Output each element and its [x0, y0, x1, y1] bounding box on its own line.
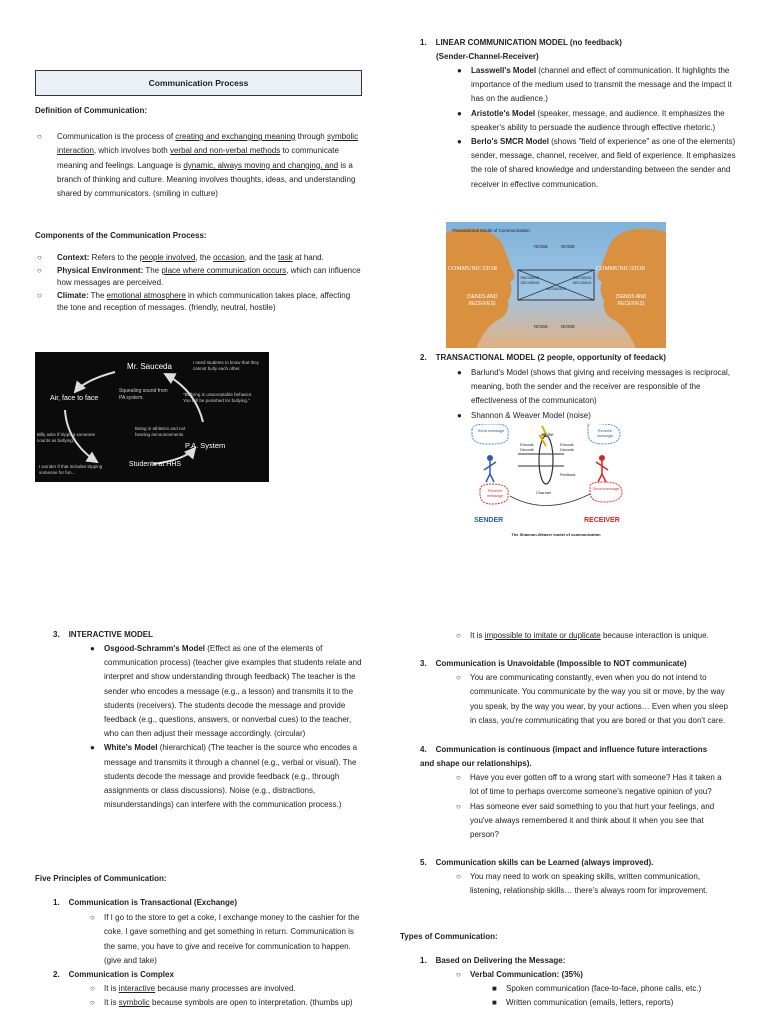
disc-bullet-icon: ●: [90, 743, 95, 753]
disc-bullet-icon: ●: [457, 368, 462, 377]
disc-bullet-icon: ●: [457, 410, 462, 420]
receive-message-bubble: Receive message: [486, 488, 504, 498]
receiver-label: RECEIVER: [584, 517, 620, 524]
components-list: [37, 252, 362, 315]
list-item: ● Barlund's Model (shows that giving and receiving messages is reciprocal, meaning, both the sender and the receiver are responsible of the effectiveness of the communicaton): [457, 368, 730, 406]
note-bullying: "Bullying is unacceptable behavior. You will be punished for bullying.": [183, 392, 253, 403]
circle-bullet-icon: ○: [90, 998, 95, 1008]
linear-model-subtitle: (Sender-Channel-Receiver): [436, 52, 539, 61]
list-item: ● Shannon & Weaver Model (noise): [471, 409, 736, 423]
disc-bullet-icon: ●: [457, 137, 462, 147]
figure-caption: The Shannon-Weaver model of communication: [511, 532, 601, 537]
list-item: ○ Context: Refers to the people involved, the occasion, and the task at hand.: [57, 252, 362, 265]
principle-2-continued: ○ It is impossible to imitate or duplicate because interaction is unique.: [470, 629, 732, 643]
principle-3-text: ○ You are communicating constantly, even when you do not intend to communicate. You communicate by the way you sit or move, by the way you speak, by the way you wear, by your actions… Even when you sleep in class, you're communicating that you are bored or that you don't care.: [456, 673, 728, 725]
list-item: ■ Written communication (emails, letters, reports): [506, 996, 732, 1010]
communication-cycle-diagram: [35, 352, 269, 482]
circle-bullet-icon: ○: [456, 872, 461, 881]
right-sends-receives: (SENDS AND RECEIVES): [615, 294, 647, 307]
circle-bullet-icon: ○: [37, 132, 42, 141]
section-transactional-model: 2. TRANSACTIONAL MODEL (2 people, opportunity of feedack): [420, 353, 666, 362]
list-item: ○ Physical Environment: The place where communication occurs, which can influence how messages are perceived.: [37, 265, 361, 287]
circle-bullet-icon: ○: [456, 673, 461, 682]
note-squealing: Squealing sound from PA system.: [119, 388, 168, 401]
noise-label: NOISE: [561, 324, 576, 329]
principle-2-list: [90, 982, 362, 1011]
figure-caption: Transactional Model of Communication: [452, 228, 530, 233]
principle-1-title: 1. Communication is Transactional (Exchange): [53, 898, 238, 907]
encoding-decoding-label: ENCODING DECODING: [572, 276, 592, 285]
list-item: ● Osgood-Schramm's Model (Effect as one of the elements of communication process) (teacher give examples that students relate and interpret and show understanding through feedback) The teacher is the sender who encodes a message (e.g., a lesson) and transmits it to the students (receivers). The students decode the message and provide feedback (e.g., questions, answers, or nonverbal cues) to the teacher, who can then adjust their message accordingly. (circular): [90, 644, 362, 739]
note-need-students: I need students to know that they cannot bully each other.: [193, 360, 260, 371]
verbal-communication-item: ○ Verbal Communication: (35%): [470, 968, 583, 982]
list-item: ● White's Model (hierarchical) (The teacher is the source who encodes a message and transmits it through a channel (e.g., verbal or visual). The students decode the message and provide feedback (e.g., through assignments or class discussions). Noise (e.g., distractions, misunderstandings) can interfere with the communication process.): [90, 743, 358, 810]
transactional-model-figure: [446, 222, 666, 348]
components-heading: Components of the Communication Process:: [35, 231, 207, 240]
linear-model-list: [457, 64, 736, 192]
circle-bullet-icon: ○: [37, 265, 42, 275]
interactive-model-list: [90, 642, 366, 812]
node-air-face-to-face: Air, face to face: [50, 395, 99, 402]
list-item: ● Berlo's SMCR Model (shows "field of experience" as one of the elements) sender, message, channel, receiver, and field of experience. It emphasizes the role of shared knowledge and understanding between the sender and receiver in effective communication.: [457, 137, 736, 189]
note-billy: Billy asks if tripping someone counts as bullying.: [37, 432, 96, 443]
disc-bullet-icon: ●: [457, 66, 462, 75]
node-students: Students at HHS: [128, 461, 182, 468]
circle-bullet-icon: ○: [90, 984, 95, 993]
list-item: ○ Has someone ever said something to you that hurt your feelings, and you've always remembered it and think about it when you see that person?: [456, 801, 715, 840]
list-item: ○ It is interactive because many processes are involved.: [104, 982, 362, 996]
list-item: ● Lasswell's Model (channel and effect of communication. It highlights the importance of the medium used to transmit the message and the impact it has on the audience.): [457, 66, 732, 104]
noise-label: NOISE: [534, 324, 549, 329]
square-bullet-icon: ■: [492, 998, 497, 1008]
definition-paragraph: ○ Communication is the process of creating and exchanging meaning through symbolic interaction, which involves both verbal and non-verbal methods to communicate meaning and feelings. Language is dynamic, always moving and changing, and is a branch of thinking and culture. Meaning involves thoughts, ideas, and understanding shared by communicators. (smiling in culture): [37, 132, 359, 199]
circle-bullet-icon: ○: [456, 631, 461, 640]
list-item: ○ It is symbolic because symbols are open to interpretation. (thumbs up): [104, 996, 362, 1010]
receive-message-bubble: Receive message: [596, 428, 614, 438]
left-sends-receives: (SENDS AND RECEIVES): [466, 294, 498, 307]
transactional-model-list: [457, 366, 736, 423]
noise-label: NOISE: [534, 244, 549, 249]
principle-1-text: ○ If I go to the store to get a coke, I exchange money to the cashier for the coke. I gave something and get something in return. Communication is the same, you have to give and receive for communication to happen. (give and take): [90, 913, 360, 965]
list-item: ● Aristotle's Model (speaker, message, and audience. It emphasizes the speaker's ability to persuade the audience through effective rhetoric.): [457, 108, 725, 132]
circle-bullet-icon: ○: [37, 290, 42, 300]
node-pa-system: P.A. System: [185, 441, 226, 450]
circle-bullet-icon: ○: [456, 773, 461, 782]
list-item: ○ Have you ever gotten off to a wrong start with someone? Has it taken a lot of time to perhaps overcome someone's negative opinion of you?: [456, 773, 722, 797]
noise-label: Noise: [542, 432, 554, 437]
list-item: ○ Climate: The emotional atmosphere in which communication takes place, affecting the tone and reception of messages. (friendly, neutral, hostile): [37, 290, 351, 312]
shannon-weaver-figure: [470, 424, 630, 538]
circle-bullet-icon: ○: [90, 913, 95, 922]
verbal-communication-list: [492, 982, 732, 1011]
circle-bullet-icon: ○: [456, 970, 461, 979]
disc-bullet-icon: ●: [90, 644, 95, 653]
circle-bullet-icon: ○: [456, 801, 461, 811]
principle-5-text: ○ You may need to work on speaking skills, written communication, listening, relationship skills… there's always room for improvement.: [456, 872, 708, 896]
node-mr-sauceda: Mr. Sauceda: [127, 362, 172, 371]
list-item: ■ Spoken communication (face-to-face, phone calls, etc.): [506, 982, 732, 996]
page-title: Communication Process: [35, 70, 362, 96]
section-linear-model: 1. LINEAR COMMUNICATION MODEL (no feedback): [420, 38, 622, 47]
disc-bullet-icon: ●: [457, 108, 462, 118]
definition-heading: Definition of Communication:: [35, 106, 147, 115]
send-message-bubble: Send message: [592, 486, 620, 491]
left-communicator-label: COMMUNICATOR: [448, 266, 498, 272]
section-interactive-model: 3. INTERACTIVE MODEL: [53, 630, 154, 639]
principle-4-list: [456, 771, 732, 842]
types-heading: Types of Communication:: [400, 932, 498, 941]
note-wonder: I wonder if that includes tripping someone for fun...: [39, 464, 103, 475]
channel-label: Channel: [536, 490, 551, 495]
principle-5-title: 5. Communication skills can be Learned (always improved).: [420, 858, 654, 867]
sender-label: SENDER: [474, 517, 504, 524]
right-communicator-label: COMMUNICATOR: [596, 266, 646, 272]
principle-3-title: 3. Communication is Unavoidable (Impossible to NOT communicate): [420, 659, 687, 668]
principle-2-title: 2. Communication is Complex: [53, 970, 174, 979]
encode-decode-label: Encode Decode: [520, 442, 534, 452]
messages-label: MESSAGES: [546, 287, 566, 291]
noise-label: NOISE: [561, 244, 576, 249]
feedback-label: Feedback: [560, 473, 576, 477]
square-bullet-icon: ■: [492, 984, 497, 993]
principle-4-title: 4. Communication is continuous (impact and influence future interactions and shape our relationships).: [420, 745, 708, 769]
types-1-title: 1. Based on Delivering the Message:: [420, 956, 566, 965]
send-message-bubble: Send message: [477, 428, 505, 433]
circle-bullet-icon: ○: [37, 253, 42, 262]
note-athletics: Being in athletics and not hearing announcements.: [135, 426, 186, 437]
encoding-decoding-label: ENCODING DECODING: [520, 276, 540, 285]
five-principles-heading: Five Principles of Communication:: [35, 874, 167, 883]
encode-decode-label: Encode Decode: [560, 442, 574, 452]
